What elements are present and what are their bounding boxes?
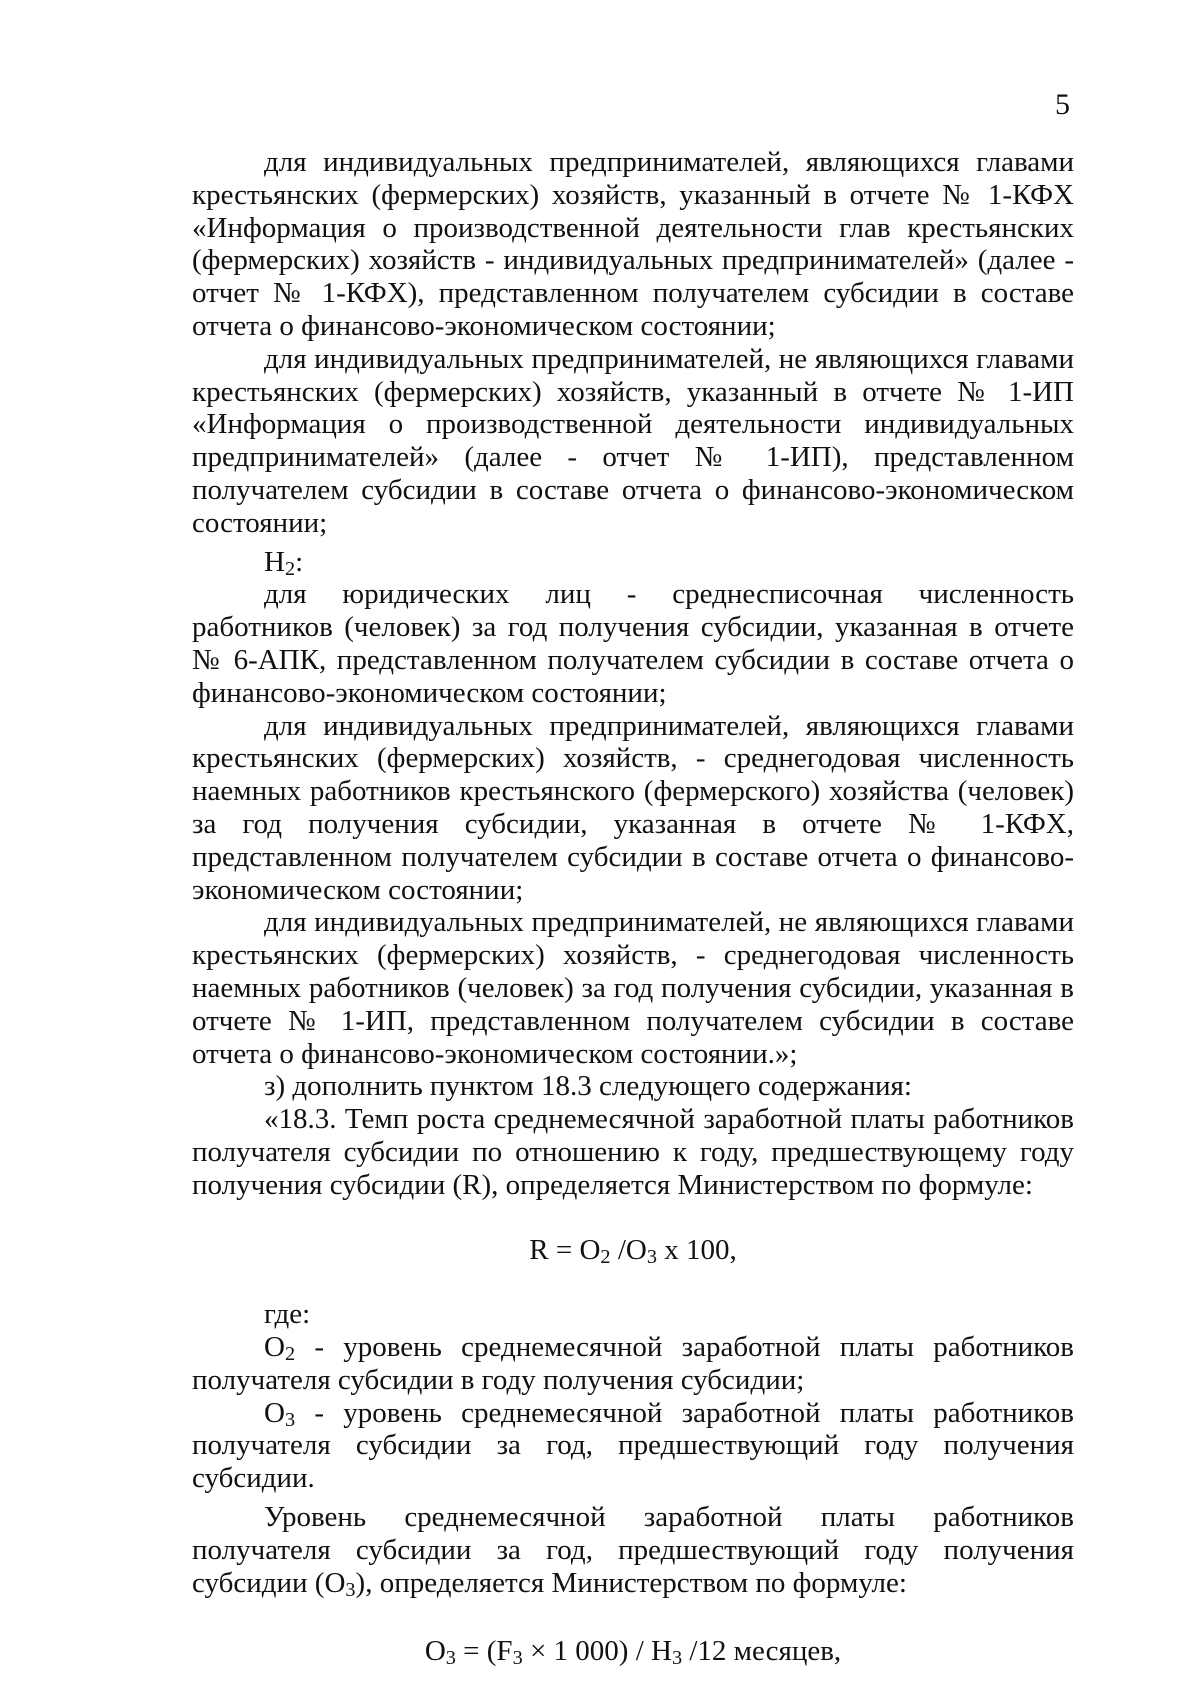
formula-o3 [192, 1635, 1074, 1668]
h2-colon: : [295, 545, 304, 578]
definition-o2-subscript: 2 [284, 1343, 296, 1366]
formula-o3-c-sub: 3 [671, 1647, 683, 1670]
formula-r-sub1: 2 [600, 1245, 611, 1268]
paragraph-amend-18-3: з) дополнить пунктом 18.3 следующего содержания: [264, 1070, 912, 1103]
paragraph-o3-level [192, 1501, 1074, 1599]
formula-r-rhs: х 100, [656, 1233, 737, 1266]
formula-r-mid: /О [610, 1233, 647, 1266]
paragraph-o3-subscript: 3 [345, 1578, 356, 1601]
formula-o3-b: = (F [455, 1635, 513, 1668]
paragraph-o3-pre: Уровень среднемесячной заработной платы работников получателя субсидии за год, предшествующий году получения субсидии (О [192, 1501, 1074, 1599]
definition-o2-symbol: О [264, 1331, 285, 1364]
formula-r-sub2: 3 [646, 1245, 657, 1268]
paragraph-18-3: «18.3. Темп роста среднемесячной заработной платы работников получателя субсидии по отношению к году, предшествующему году получения субсидии (R), определяется Министерством по формуле: [192, 1103, 1074, 1201]
paragraph-kfh-report: для индивидуальных предпринимателей, являющихся главами крестьянских (фермерских) хозяйств, указанный в отчете № 1-КФХ «Информация о производственной деятельности глав крестьянских (фермерских) хозяйств - индивидуальных предпринимателей» (далее - отчет № 1-КФХ), представленном получателем субсидии в составе отчета о финансово-экономическом состоянии; [192, 146, 1074, 342]
formula-o3-d: /12 месяцев, [682, 1635, 842, 1668]
document-body [192, 146, 1074, 1668]
formula-o3-b-sub: 3 [512, 1647, 523, 1670]
paragraph-ip-report: для индивидуальных предпринимателей, не являющихся главами крестьянских (фермерских) хозяйств, указанный в отчете № 1-ИП «Информация о производственной деятельности индивидуальных предпринимателей» (далее - отчет № 1-ИП), представленном получателем субсидии в составе отчета о финансово-экономическом состоянии; [192, 342, 1074, 539]
definition-o2-text: - уровень среднемесячной заработной платы работников получателя субсидии в году получения субсидии; [192, 1331, 1074, 1396]
formula-r-lhs: R = О [529, 1233, 601, 1266]
page-number: 5 [1055, 88, 1070, 121]
paragraph-ip-headcount: для индивидуальных предпринимателей, не являющихся главами крестьянских (фермерских) хозяйств, - среднегодовая численность наемных работников (человек) за год получения субсидии, указанная в отчете № 1-ИП, представленном получателем субсидии в составе отчета о финансово-экономическом состоянии.»; [192, 906, 1074, 1070]
definition-o3-text: - уровень среднемесячной заработной платы работников получателя субсидии за год, предшествующий году получения субсидии. [192, 1396, 1074, 1495]
formula-o3-a: О [424, 1635, 446, 1668]
formula-o3-a-sub: 3 [445, 1647, 456, 1670]
definition-o3 [192, 1397, 1074, 1495]
definition-o3-subscript: 3 [284, 1408, 296, 1431]
formula-r [192, 1234, 1074, 1267]
paragraph-kfh-headcount: для индивидуальных предпринимателей, являющихся главами крестьянских (фермерских) хозяйств, - среднегодовая численность наемных работников крестьянского (фермерского) хозяйства (человек) за год получения субсидии, указанная в отчете № 1-КФХ, представленном получателем субсидии в составе отчета о финансово-экономическом состоянии; [192, 709, 1074, 906]
h2-subscript: 2 [284, 557, 296, 580]
h2-symbol: Н [264, 545, 285, 578]
where-label: где: [264, 1298, 311, 1331]
paragraph-o3-post: ), определяется Министерством по формуле: [355, 1566, 907, 1599]
formula-o3-c: × 1 000) / Н [522, 1635, 672, 1668]
paragraph-legal-entities: для юридических лиц - среднесписочная численность работников (человек) за год получения субсидии, указанная в отчете № 6-АПК, представленном получателем субсидии в составе отчета о финансово-экономическом состоянии; [192, 578, 1074, 709]
definition-o3-symbol: О [264, 1396, 285, 1429]
h2-label [192, 546, 1074, 579]
definition-o2 [192, 1331, 1074, 1397]
